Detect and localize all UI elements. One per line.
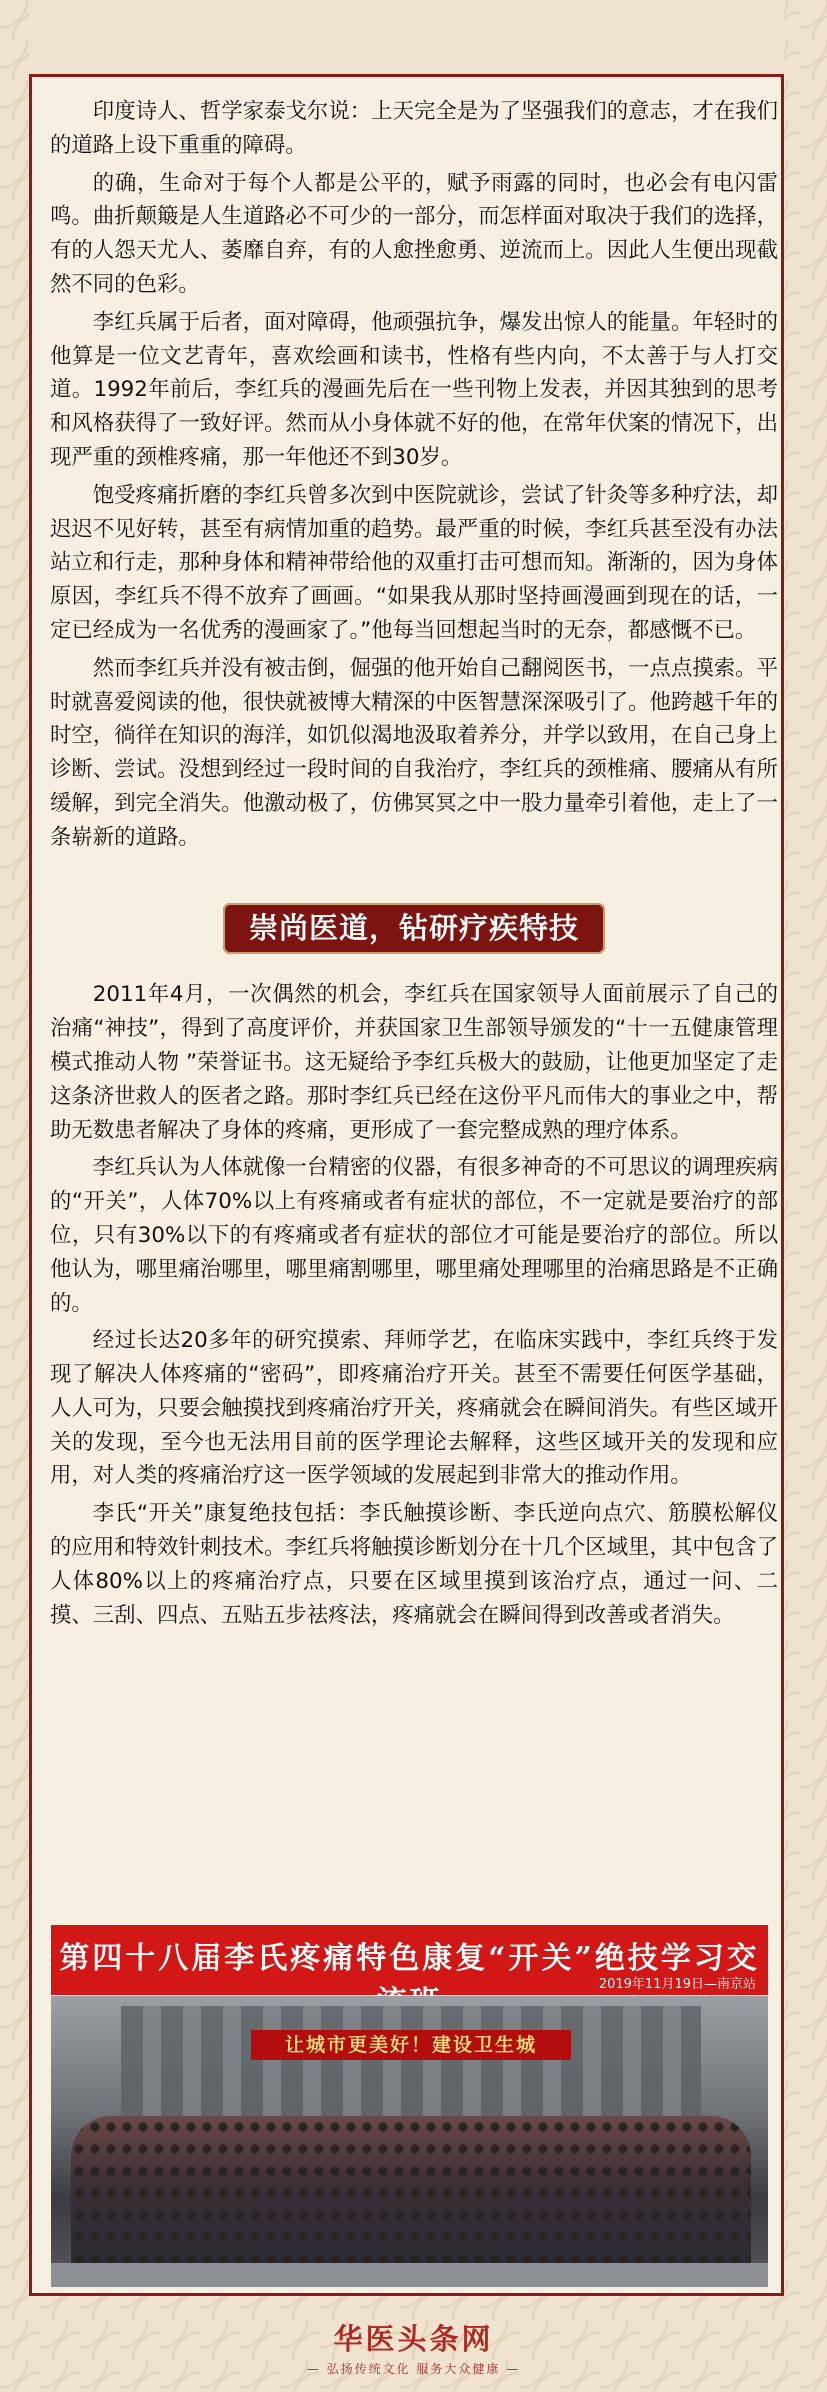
banner-title: 第四十八届李氏疼痛特色康复“开关”绝技学习交 [59, 1941, 760, 1976]
photo-sign: 让城市更美好！建设卫生城 [251, 2030, 571, 2060]
site-logo: 华医头条网 [333, 2322, 494, 2356]
paragraph: 李红兵属于后者，面对障碍，他顽强抗争，爆发出惊人的能量。年轻时的他算是一位文艺青年，喜欢绘画和读书，性格有些内向，不太善于与人打交道。1992年前后，李红兵的漫画先后在一些刊物上发表，并因其独到的思考和风格获得了一致好评。然而从小身体就不好的他，在常年伏案的情况下，出现严重的颈椎疼痛，那一年他还不到30岁。 [50, 309, 778, 470]
banner-date: 2019年11月19日—南京站 [598, 1977, 756, 1992]
paragraph: 李红兵认为人体就像一台精密的仪器，有很多神奇的不可思议的调理疾病的“开关”，人体70%以上有疼痛或者有症状的部位，不一定就是要治疗的部位，只有30%以下的有疼痛或者有症状的部位才可能是要治疗的部位。所以他认为，哪里痛治哪里，哪里痛割哪里，哪里痛处理哪里的治痛思路是不正确的。 [50, 1155, 778, 1316]
article-section-2 [50, 978, 778, 1632]
group-photo [51, 1996, 768, 2287]
paragraph: 印度诗人、哲学家泰戈尔说：上天完全是为了坚强我们的意志，才在我们的道路上设下重重的障碍。 [50, 99, 778, 158]
paragraph: 李氏“开关”康复绝技包括：李氏触摸诊断、李氏逆向点穴、筋膜松解仪的应用和特效针刺技术。李红兵将触摸诊断划分在十几个区域里，其中包含了人体80%以上的疼痛治疗点，只要在区域里摸到该治疗点，通过一问、二摸、三刮、四点、五贴五步祛疼法，疼痛就会在瞬间得到改善或者消失。 [50, 1501, 778, 1628]
section-heading: 崇尚医道，钻研疗疾特技 [223, 903, 605, 955]
site-slogan: — 弘扬传统文化 服务大众健康 — [306, 2362, 521, 2376]
paragraph: 2011年4月，一次偶然的机会，李红兵在国家领导人面前展示了自己的治痛“神技”，得到了高度评价，并获国家卫生部领导颁发的“十一五健康管理模式推动人物 ”荣誉证书。这无疑给予李红兵极大的鼓励，让他更加坚定了走这条济世救人的医者之路。那时李红兵已经在这份平凡而伟大的事业之中，帮助无数患者解决了身体的疼痛，更形成了一套完整成熟的理疗体系。 [50, 982, 778, 1143]
paragraph: 饱受疼痛折磨的李红兵曾多次到中医院就诊，尝试了针灸等多种疗法，却迟迟不见好转，甚至有病情加重的趋势。最严重的时候，李红兵甚至没有办法站立和行走，那种身体和精神带给他的双重打击可想而知。渐渐的，因为身体原因，李红兵不得不放弃了画画。“如果我从那时坚持画漫画到现在的话，一定已经成为一名优秀的漫画家了。”他每当回想起当时的无奈，都感慨不已。 [50, 482, 778, 643]
paragraph: 然而李红兵并没有被击倒，倔强的他开始自己翻阅医书，一点点摸索。平时就喜爱阅读的他，很快就被博大精深的中医智慧深深吸引了。他跨越千年的时空，徜徉在知识的海洋，如饥似渴地汲取着养分，并学以致用，在自己身上诊断、尝试。没想到经过一段时间的自我治疗，李红兵的颈椎痛、腰痛从有所缓解，到完全消失。他激动极了，仿佛冥冥之中一股力量牵引着他，走上了一条崭新的道路。 [50, 655, 778, 850]
event-banner [51, 1925, 768, 1995]
paragraph: 经过长达20多年的研究摸索、拜师学艺，在临床实践中，李红兵终于发现了解决人体疼痛的“密码”，即疼痛治疗开关。甚至不需要任何医学基础，人人可为，只要会触摸找到疼痛治疗开关，疼痛就会在瞬间消失。有些区域开关的发现，至今也无法用目前的医学理论去解释，这些区域开关的发现和应用，对人类的疼痛治疗这一医学领域的发展起到非常大的推动作用。 [50, 1328, 778, 1489]
photo-crowd [71, 2116, 751, 2266]
article-body [50, 95, 778, 1636]
section-heading-wrap [50, 903, 778, 955]
article-section-1 [50, 95, 778, 855]
top-strip [29, 0, 784, 74]
photo-ground [51, 2263, 768, 2287]
paragraph: 的确，生命对于每个人都是公平的，赋予雨露的同时，也必会有电闪雷鸣。曲折颠簸是人生道路必不可少的一部分，而怎样面对取决于我们的选择，有的人怨天尤人、萎靡自弃，有的人愈挫愈勇、逆流而上。因此人生便出现截然不同的色彩。 [50, 170, 778, 297]
